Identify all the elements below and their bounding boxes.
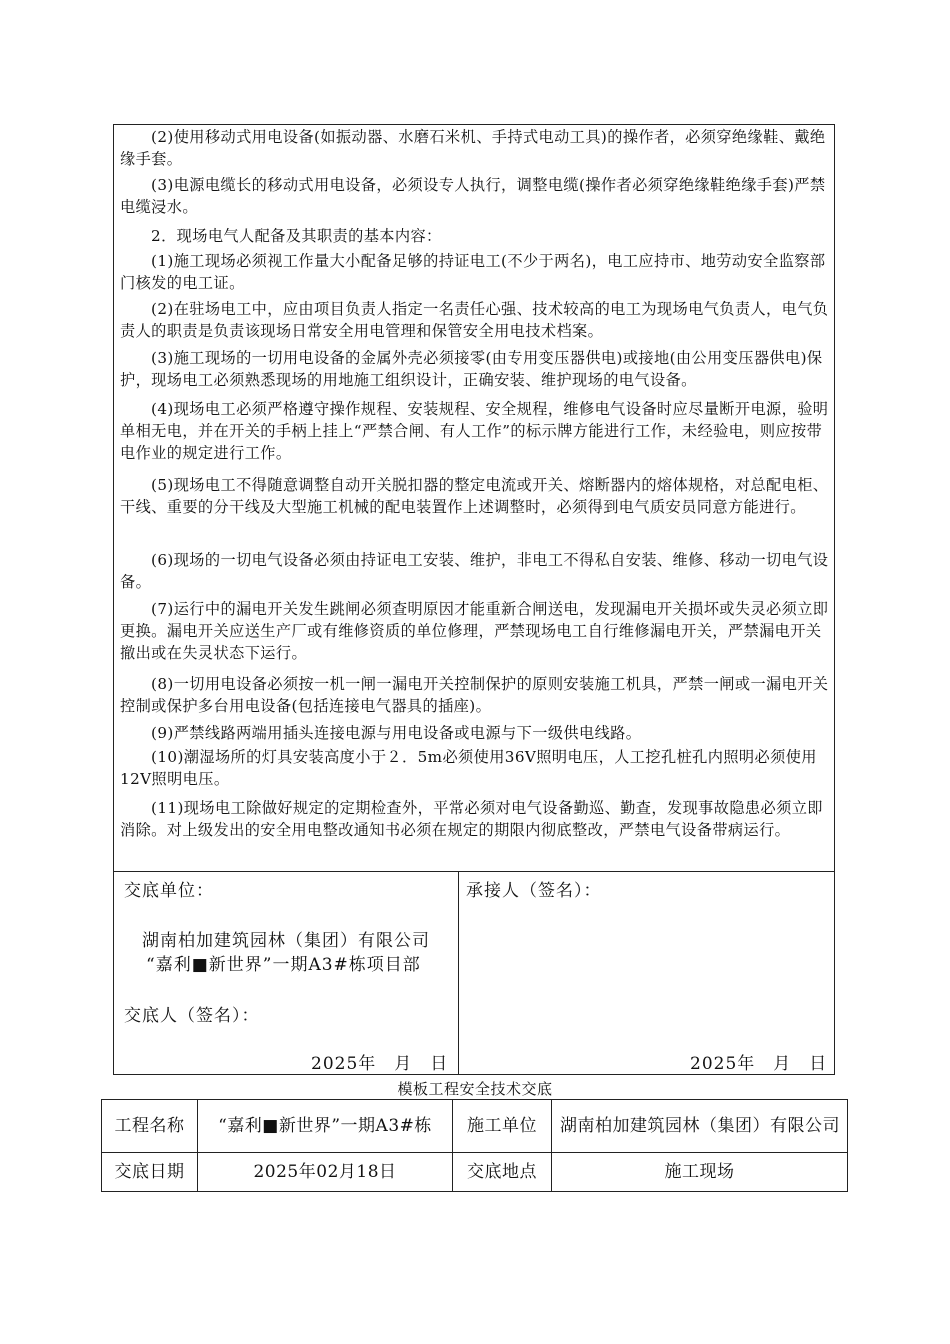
right-date: 2025年 月 日 xyxy=(690,1054,828,1074)
paragraph: (1)施工现场必须视工作量大小配备足够的持证电工(不少于两名)，电工应持市、地劳动安全监察部门核发的电工证。 xyxy=(120,252,826,293)
presenter-signature-label: 交底人（签名）： xyxy=(124,1006,260,1026)
signature-divider xyxy=(458,871,459,1075)
paragraph: (7)运行中的漏电开关发生跳闸必须查明原因才能重新合闸送电，发现漏电开关损坏或失灵必须立即更换。漏电开关应送生产厂或有维修资质的单位修理，严禁现场电工自行维修漏电开关，严禁漏电开关撤出或在失灵状态下运行。 xyxy=(120,600,829,663)
paragraph: (5)现场电工不得随意调整自动开关脱扣器的整定电流或开关、熔断器内的熔体规格，对总配电柜、干线、重要的分干线及大型施工机械的配电装置作上述调整时，必须得到电气质安员同意方能进行。 xyxy=(120,476,829,517)
receiver-signature-label: 承接人（签名）： xyxy=(466,881,602,901)
paragraph: (10)潮湿场所的灯具安装高度小于２．5m必须使用36V照明电压，人工挖孔桩孔内照明必须使用12V照明电压。 xyxy=(120,748,817,789)
paragraph: (4)现场电工必须严格遵守操作规程、安装规程、安全规程，维修电气设备时应尽量断开电源，验明单相无电，并在开关的手柄上挂上“严禁合闸、有人工作”的标示牌方能进行工作，未经验电，则应按带电作业的规定进行工作。 xyxy=(120,400,829,463)
handover-place-value: 施工现场 xyxy=(664,1162,735,1182)
paragraph: (3)施工现场的一切用电设备的金属外壳必须接零(由专用变压器供电)或接地(由公用变压器供电)保护，现场电工必须熟悉现场的用地施工组织设计，正确安装、维护现场的电气设备。 xyxy=(120,349,823,390)
company-name: 湖南柏加建筑园林（集团）有限公司 xyxy=(142,931,430,951)
handover-place-label: 交底地点 xyxy=(467,1162,537,1182)
section-title: 模板工程安全技术交底 xyxy=(397,1080,553,1098)
paragraph: (3)电源电缆长的移动式用电设备，必须设专人执行，调整电缆(操作者必须穿绝缘鞋绝缘手套)严禁电缆浸水。 xyxy=(120,176,826,217)
paragraph: (2)使用移动式用电设备(如振动器、水磨石米机、手持式电动工具)的操作者，必须穿绝缘鞋、戴绝缘手套。 xyxy=(120,128,826,169)
construction-unit-label: 施工单位 xyxy=(467,1116,537,1136)
paragraph: (6)现场的一切电气设备必须由持证电工安装、维护，非电工不得私自安装、维修、移动一切电气设备。 xyxy=(120,551,829,592)
paragraph: 2．现场电气人配备及其职责的基本内容： xyxy=(151,227,442,245)
construction-unit-value: 湖南柏加建筑园林（集团）有限公司 xyxy=(560,1116,840,1136)
paragraph: (11)现场电工除做好规定的定期检查外，平常必须对电气设备勤巡、勤查，发现事故隐患必须立即消除。对上级发出的安全用电整改通知书必须在规定的期限内彻底整改，严禁电气设备带病运行。 xyxy=(120,799,823,840)
handover-unit-label: 交底单位： xyxy=(124,881,214,901)
info-table xyxy=(101,1099,848,1192)
left-date: 2025年 月 日 xyxy=(311,1054,449,1074)
project-department: “嘉利■新世界”一期A3#栋项目部 xyxy=(146,955,421,975)
paragraph: (2)在驻场电工中，应由项目负责人指定一名责任心强、技术较高的电工为现场电气负责人，电气负责人的职责是负责该现场日常安全用电管理和保管安全用电技术档案。 xyxy=(120,300,829,341)
handover-date-value: 2025年02月18日 xyxy=(253,1162,397,1182)
project-name-value: “嘉利■新世界”一期A3#栋 xyxy=(218,1116,432,1136)
paragraph: (9)严禁线路两端用插头连接电源与用电设备或电源与下一级供电线路。 xyxy=(151,724,642,742)
handover-date-label: 交底日期 xyxy=(114,1162,185,1182)
project-name-label: 工程名称 xyxy=(114,1116,185,1136)
paragraph: (8)一切用电设备必须按一机一闸一漏电开关控制保护的原则安装施工机具，严禁一闸或一漏电开关控制或保护多台用电设备(包括连接电气器具的插座)。 xyxy=(120,675,829,716)
